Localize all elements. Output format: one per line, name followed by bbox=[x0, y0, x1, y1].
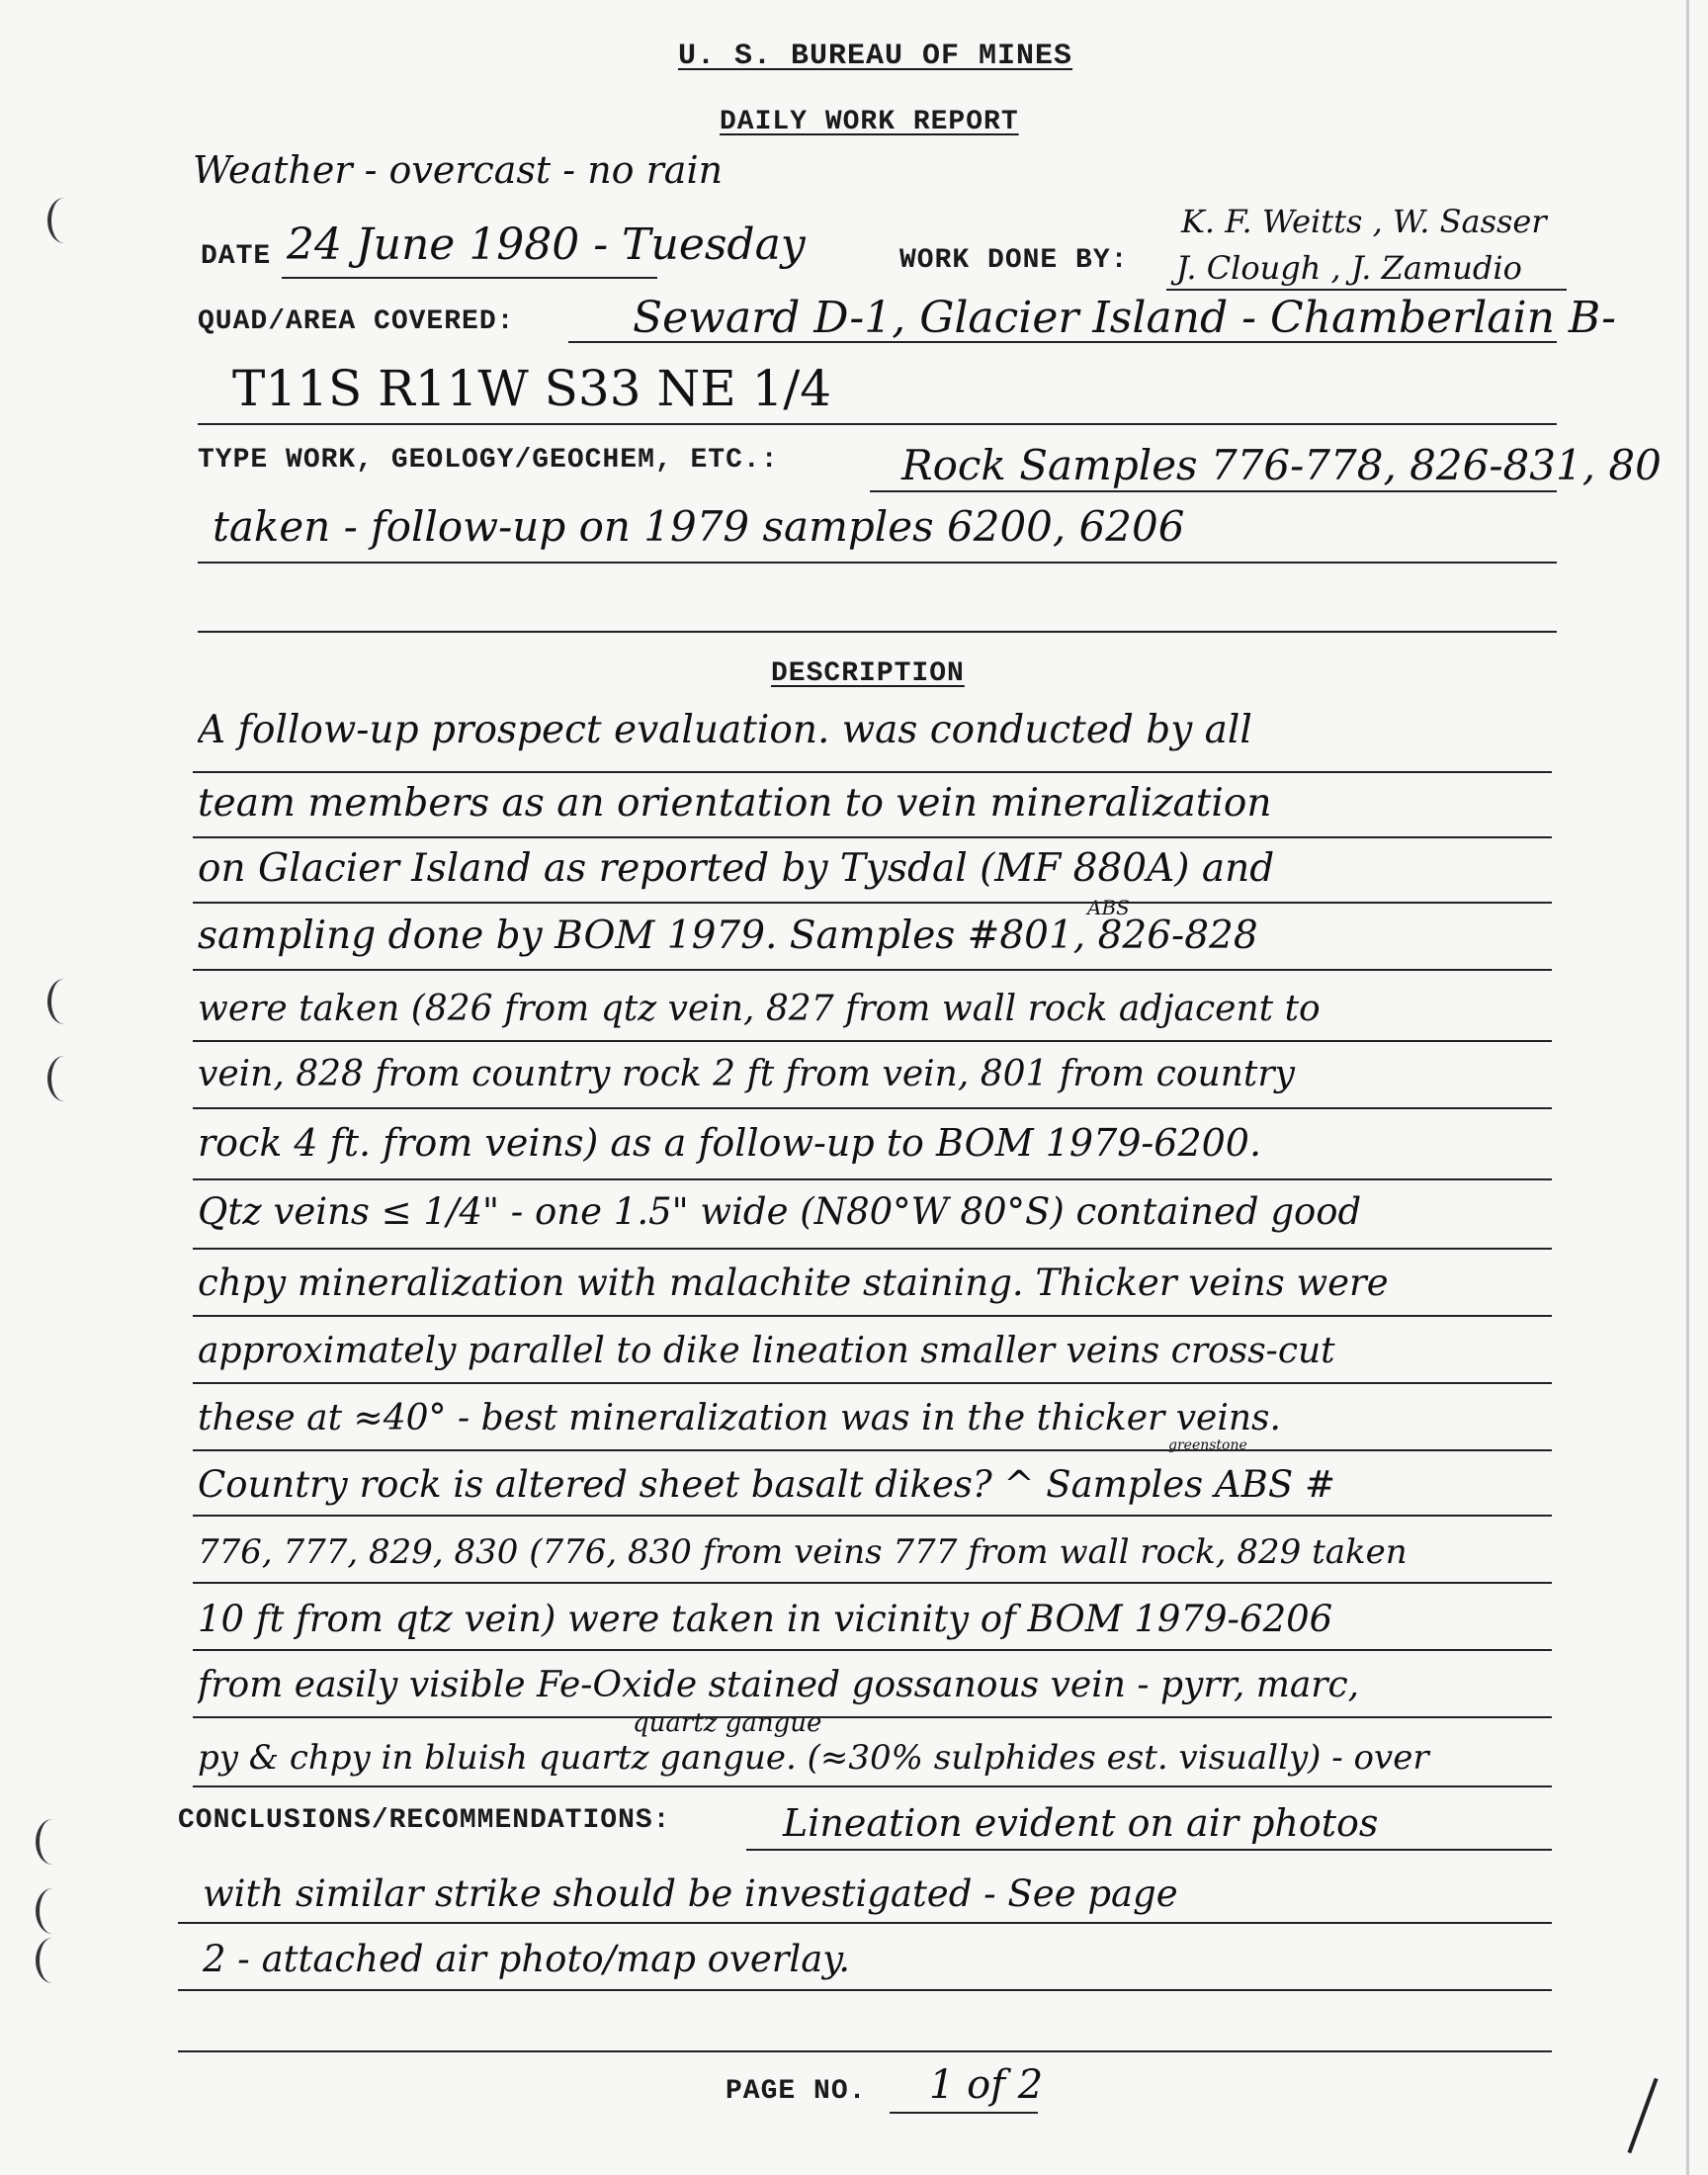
description-rule bbox=[193, 1178, 1552, 1180]
weather-note: Weather - overcast - no rain bbox=[193, 148, 724, 192]
description-line: vein, 828 from country rock 2 ft from vein, 801 from country bbox=[198, 1054, 1295, 1094]
conclusions-rule bbox=[178, 1922, 1552, 1924]
type-work-rule bbox=[870, 490, 1557, 492]
quad-area-line1: Seward D-1, Glacier Island - Chamberlain B- bbox=[633, 293, 1616, 343]
work-done-by-label: WORK DONE BY: bbox=[899, 245, 1129, 276]
type-work-line2: taken - follow-up on 1979 samples 6200, 6206 bbox=[213, 502, 1185, 551]
binder-hole-mark bbox=[47, 979, 81, 1024]
page-number-label: PAGE NO. bbox=[726, 2076, 867, 2107]
description-line: approximately parallel to dike lineation smaller veins cross-cut bbox=[198, 1331, 1335, 1371]
description-title: DESCRIPTION bbox=[771, 658, 965, 689]
description-rule bbox=[193, 969, 1552, 971]
work-done-by-line2: J. Clough , J. Zamudio bbox=[1176, 249, 1522, 287]
quad-area-rule bbox=[568, 341, 1557, 343]
description-rule bbox=[193, 1582, 1552, 1584]
description-rule bbox=[193, 1248, 1552, 1250]
description-line: these at ≈40° - best mineralization was in the thicker veins. bbox=[198, 1398, 1281, 1438]
description-line: on Glacier Island as reported by Tysdal (MF 880A) and bbox=[198, 846, 1275, 891]
conclusions-label: CONCLUSIONS/RECOMMENDATIONS: bbox=[178, 1805, 671, 1836]
form-title: DAILY WORK REPORT bbox=[720, 107, 1019, 137]
description-line: chpy mineralization with malachite staining. Thicker veins were bbox=[198, 1262, 1389, 1304]
description-rule bbox=[193, 1382, 1552, 1384]
conclusions-rule bbox=[178, 1989, 1552, 1991]
description-rule bbox=[193, 836, 1552, 838]
quad-area-rule-2 bbox=[198, 423, 1557, 425]
binder-hole-mark bbox=[47, 198, 81, 243]
description-line: 10 ft from qtz vein) were taken in vicinity of BOM 1979-6206 bbox=[198, 1598, 1333, 1640]
description-line: py & chpy in bluish quartz gangue. (≈30% sulphides est. visually) - over bbox=[198, 1738, 1429, 1778]
binder-hole-mark bbox=[36, 1888, 69, 1934]
conclusions-line1: Lineation evident on air photos bbox=[783, 1801, 1379, 1845]
description-rule bbox=[193, 771, 1552, 773]
description-line: Country rock is altered sheet basalt dikes? ^ Samples ABS # bbox=[198, 1463, 1335, 1506]
interlinear-abs: ABS bbox=[1087, 896, 1130, 919]
description-rule bbox=[193, 1449, 1552, 1451]
description-line: rock 4 ft. from veins) as a follow-up to BOM 1979-6200. bbox=[198, 1121, 1262, 1165]
interlinear-greenstone: greenstone bbox=[1168, 1437, 1247, 1453]
description-rule bbox=[193, 1515, 1552, 1517]
description-rule bbox=[193, 1716, 1552, 1718]
work-done-by-line1: K. F. Weitts , W. Sasser bbox=[1181, 203, 1547, 240]
quad-area-line2: T11S R11W S33 NE 1/4 bbox=[232, 360, 832, 417]
type-work-label: TYPE WORK, GEOLOGY/GEOCHEM, ETC.: bbox=[198, 445, 779, 476]
description-rule bbox=[193, 902, 1552, 904]
conclusions-rule bbox=[178, 2050, 1552, 2052]
description-line: team members as an orientation to vein mineralization bbox=[198, 781, 1272, 826]
work-done-by-rule bbox=[1166, 289, 1567, 291]
binder-hole-mark bbox=[36, 1938, 69, 1983]
conclusions-line3: 2 - attached air photo/map overlay. bbox=[203, 1938, 851, 1980]
binder-hole-mark bbox=[36, 1819, 69, 1865]
description-rule bbox=[193, 1649, 1552, 1651]
description-line: 776, 777, 829, 830 (776, 830 from veins 777 from wall rock, 829 taken bbox=[198, 1532, 1408, 1572]
agency-title: U. S. BUREAU OF MINES bbox=[678, 40, 1073, 73]
conclusions-line2: with similar strike should be investigated - See page bbox=[203, 1872, 1178, 1915]
page-number-value: 1 of 2 bbox=[929, 2062, 1044, 2108]
description-line: from easily visible Fe-Oxide stained gossanous vein - pyrr, marc, bbox=[198, 1665, 1360, 1705]
description-line: A follow-up prospect evaluation. was conducted by all bbox=[198, 708, 1252, 752]
corner-stroke bbox=[1627, 2078, 1658, 2154]
description-line: sampling done by BOM 1979. Samples #801, 826-828 bbox=[198, 914, 1258, 958]
description-line: Qtz veins ≤ 1/4" - one 1.5" wide (N80°W 80°S) contained good bbox=[198, 1190, 1362, 1233]
description-line: were taken (826 from qtz vein, 827 from wall rock adjacent to bbox=[198, 989, 1321, 1029]
description-rule bbox=[193, 1040, 1552, 1042]
page-edge bbox=[1686, 0, 1689, 2175]
date-rule bbox=[282, 277, 657, 279]
quad-area-label: QUAD/AREA COVERED: bbox=[198, 306, 515, 337]
date-value: 24 June 1980 - Tuesday bbox=[287, 219, 806, 270]
date-label: DATE bbox=[201, 241, 272, 272]
type-work-rule-3 bbox=[198, 631, 1557, 633]
page-number-rule bbox=[890, 2112, 1038, 2114]
type-work-line1: Rock Samples 776-778, 826-831, 80 bbox=[901, 441, 1662, 489]
description-rule bbox=[193, 1785, 1552, 1787]
binder-hole-mark bbox=[47, 1056, 81, 1101]
description-rule bbox=[193, 1315, 1552, 1317]
description-rule bbox=[193, 1107, 1552, 1109]
conclusions-rule bbox=[746, 1849, 1552, 1851]
type-work-rule-2 bbox=[198, 562, 1557, 564]
interlinear-quartz-gangue: quartz gangue bbox=[633, 1708, 822, 1738]
